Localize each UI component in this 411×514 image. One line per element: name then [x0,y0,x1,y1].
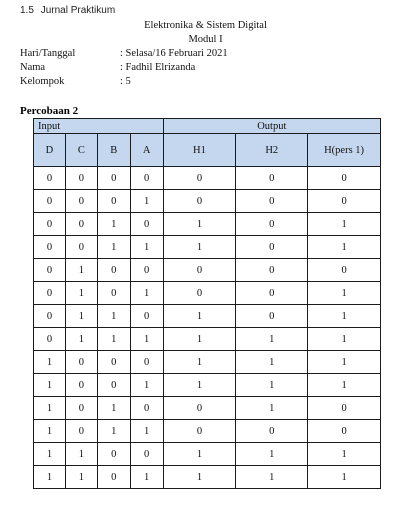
table-cell: 1 [97,236,130,259]
table-cell: 0 [34,167,66,190]
table-cell: 0 [34,259,66,282]
table-cell: 0 [236,420,308,443]
percobaan-title: Percobaan 2 [20,105,79,117]
table-cell: 1 [236,328,308,351]
table-cell: 0 [308,190,381,213]
table-cell: 0 [34,305,66,328]
table-cell: 1 [34,397,66,420]
table-row [34,305,381,328]
column-header: H(pers 1) [308,134,381,167]
column-header: B [97,134,130,167]
column-header: H1 [163,134,236,167]
table-cell: 1 [308,466,381,489]
table-row [34,282,381,305]
table-cell: 1 [65,259,97,282]
meta-label: Nama [20,62,46,73]
table-cell: 0 [163,259,236,282]
table-cell: 1 [130,190,163,213]
table-cell: 0 [308,397,381,420]
column-header-row [34,134,381,167]
table-cell: 0 [65,397,97,420]
table-cell: 0 [308,420,381,443]
table-cell: 0 [97,167,130,190]
meta-value: : 5 [120,76,131,87]
table-cell: 1 [236,397,308,420]
table-cell: 1 [65,282,97,305]
column-header: C [65,134,97,167]
table-cell: 1 [97,213,130,236]
table-cell: 1 [236,351,308,374]
table-cell: 0 [236,259,308,282]
table-cell: 0 [65,420,97,443]
table-cell: 0 [163,397,236,420]
table-cell: 1 [130,328,163,351]
table-cell: 0 [236,282,308,305]
table-cell: 0 [65,190,97,213]
table-row [34,328,381,351]
document-title: Elektronika & Sistem Digital [144,20,267,31]
table-cell: 0 [34,282,66,305]
table-cell: 0 [236,167,308,190]
table-cell: 0 [65,236,97,259]
table-cell: 0 [236,213,308,236]
table-cell: 0 [34,328,66,351]
module-label: Modul I [188,34,223,45]
table-row [34,213,381,236]
table-cell: 0 [236,236,308,259]
table-cell: 1 [308,282,381,305]
header-group-row [34,119,381,134]
table-cell: 1 [308,443,381,466]
output-group-header: Output [163,119,380,134]
column-header: D [34,134,66,167]
column-header: H2 [236,134,308,167]
table-cell: 1 [130,282,163,305]
section-heading [20,5,115,16]
table-cell: 1 [308,351,381,374]
table-cell: 0 [65,351,97,374]
table-cell: 0 [97,466,130,489]
table-cell: 1 [308,236,381,259]
table-cell: 0 [236,190,308,213]
table-cell: 0 [308,167,381,190]
table-cell: 0 [97,374,130,397]
table-row [34,351,381,374]
table-cell: 1 [97,328,130,351]
table-cell: 0 [65,213,97,236]
meta-label: Hari/Tanggal [20,48,76,59]
table-cell: 1 [130,466,163,489]
table-row [34,374,381,397]
table-cell: 1 [65,466,97,489]
table-cell: 1 [34,374,66,397]
table-cell: 1 [34,466,66,489]
table-cell: 1 [163,328,236,351]
table-cell: 1 [34,420,66,443]
table-cell: 1 [163,351,236,374]
table-cell: 0 [97,190,130,213]
table-cell: 0 [97,282,130,305]
table-row [34,190,381,213]
meta-label: Kelompok [20,76,65,87]
table-row [34,236,381,259]
table-cell: 0 [130,351,163,374]
table-cell: 1 [163,305,236,328]
table-cell: 1 [163,213,236,236]
table-cell: 1 [163,443,236,466]
meta-row-date [20,48,228,59]
table-cell: 0 [130,305,163,328]
table-cell: 1 [236,443,308,466]
table-cell: 1 [236,466,308,489]
table-cell: 0 [163,282,236,305]
table-cell: 1 [308,305,381,328]
table-cell: 0 [130,167,163,190]
table-cell: 0 [308,259,381,282]
table-row [34,397,381,420]
table-cell: 1 [65,305,97,328]
table-cell: 1 [97,397,130,420]
table-cell: 0 [163,190,236,213]
table-cell: 0 [97,259,130,282]
input-group-header: Input [34,119,164,134]
table-cell: 1 [34,351,66,374]
table-cell: 1 [97,305,130,328]
table-cell: 1 [308,374,381,397]
table-cell: 1 [308,213,381,236]
table-cell: 1 [130,374,163,397]
table-cell: 0 [34,236,66,259]
table-cell: 0 [163,167,236,190]
table-cell: 0 [130,397,163,420]
table-cell: 1 [308,328,381,351]
table-row [34,420,381,443]
table-cell: 0 [236,305,308,328]
table-cell: 1 [65,443,97,466]
table-cell: 0 [130,213,163,236]
section-number: 1.5 [20,5,34,16]
table-cell: 0 [97,351,130,374]
table-cell: 0 [65,374,97,397]
table-cell: 0 [130,259,163,282]
table-cell: 1 [34,443,66,466]
table-cell: 0 [65,167,97,190]
table-cell: 1 [163,236,236,259]
truth-table [33,118,381,489]
table-cell: 1 [65,328,97,351]
table-cell: 0 [34,190,66,213]
meta-value: : Selasa/16 Februari 2021 [120,48,228,59]
table-row [34,443,381,466]
meta-value: : Fadhil Elrizanda [120,62,196,73]
table-cell: 1 [130,420,163,443]
table-cell: 1 [163,466,236,489]
meta-row-name [20,62,195,73]
table-cell: 0 [130,443,163,466]
column-header: A [130,134,163,167]
table-cell: 0 [34,213,66,236]
table-cell: 1 [97,420,130,443]
section-title: Jurnal Praktikum [40,5,116,16]
table-row [34,259,381,282]
table-cell: 0 [163,420,236,443]
table-cell: 0 [97,443,130,466]
table-row [34,167,381,190]
table-cell: 1 [236,374,308,397]
table-cell: 1 [130,236,163,259]
table-cell: 1 [163,374,236,397]
meta-row-group [20,76,131,87]
table-row [34,466,381,489]
